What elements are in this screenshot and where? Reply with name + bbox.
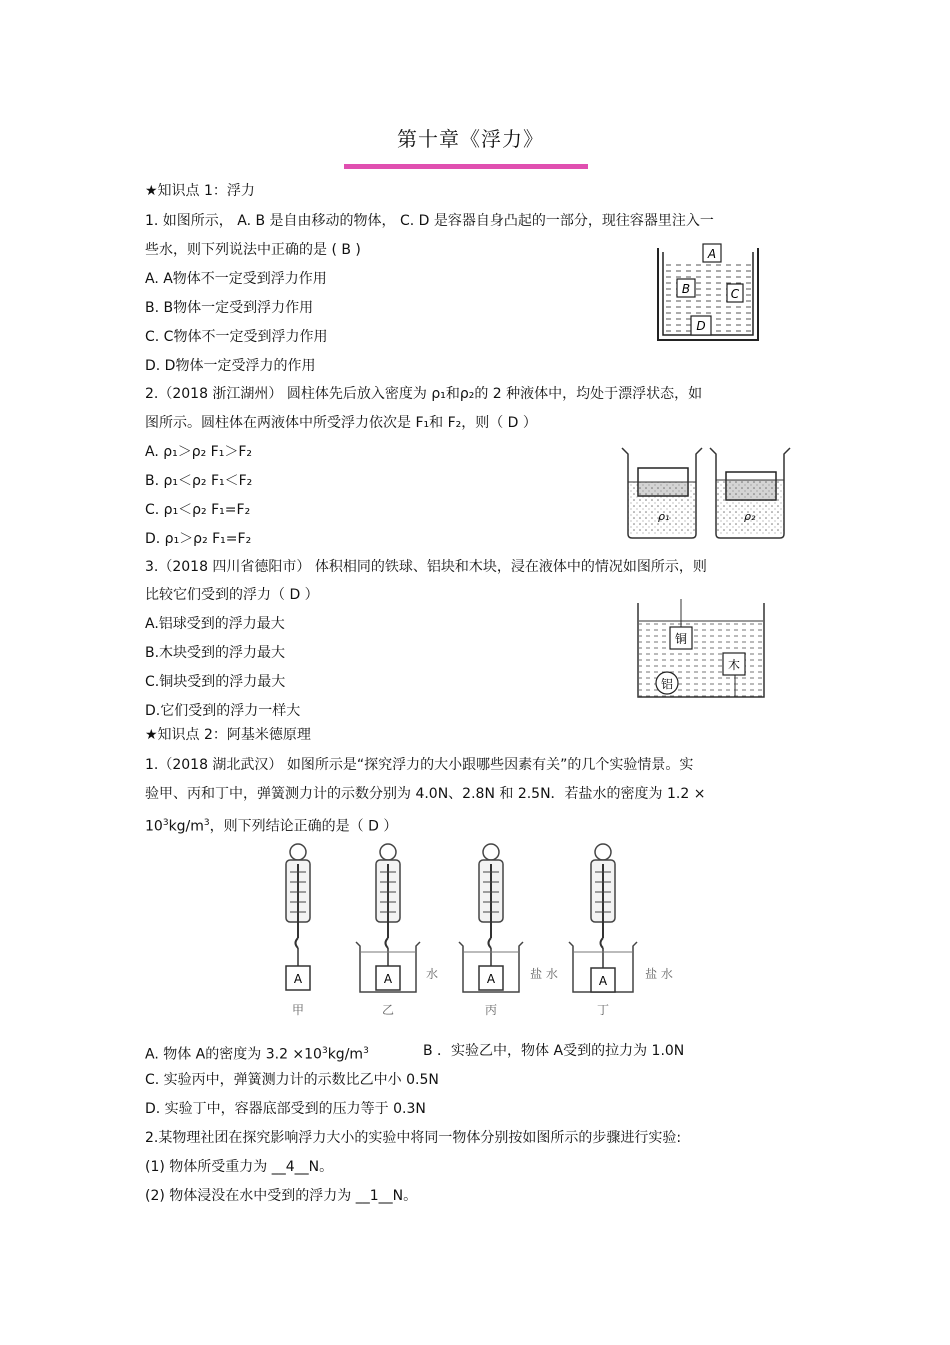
beaker-rho1 — [622, 448, 702, 538]
q2-option-d: D. ρ₁＞ρ₂ F₁=F₂ — [145, 531, 252, 547]
q3-option-a: A.铝球受到的浮力最大 — [145, 616, 285, 632]
s2q1-line3-exp2: 3 — [203, 818, 210, 828]
block-a-label-stage4: A — [598, 974, 608, 988]
block-a-label: A — [707, 247, 717, 261]
s2q2-sub1: (1) 物体所受重力为 __4__N。 — [145, 1159, 334, 1175]
aluminum-ball — [656, 672, 678, 694]
block-c-label: C — [730, 287, 740, 301]
q3-option-b: B.木块受到的浮力最大 — [145, 645, 286, 661]
s2q1-option-d: D. 实验丁中，容器底部受到的压力等于 0.3N — [145, 1101, 426, 1117]
block-a-label-stage2: A — [383, 972, 393, 986]
s2q1-line3-rest: ，则下列结论正确的是（ D ） — [209, 818, 398, 835]
q3-figure-container — [637, 597, 765, 699]
block-d — [691, 316, 711, 335]
s2q1-line1: 1.（2018 湖北武汉） 如图所示是“探究浮力的大小跟哪些因素有关”的几个实验情景。实 — [145, 757, 694, 773]
s2q1-line3 — [145, 814, 397, 836]
spring-scale-c — [459, 844, 558, 1017]
stage-label-ding: 丁 — [596, 1003, 610, 1017]
s2q1-option-a-exp2: 3 — [363, 1046, 369, 1056]
s2q1-line2: 验甲、丙和丁中，弹簧测力计的示数分别为 4.0N、2.8N 和 2.5N．若盐水的密度为 1.2 × — [145, 786, 706, 802]
q3-line2: 比较它们受到的浮力（ D ） — [145, 587, 319, 603]
q1-figure-container — [655, 238, 765, 343]
copper-label: 铜 — [674, 632, 688, 646]
section-1-heading: ★知识点 1：浮力 — [145, 183, 255, 199]
block-d-label: D — [696, 319, 706, 333]
block-b — [677, 279, 695, 297]
title-underline — [344, 164, 588, 169]
q1-option-c: C. C物体不一定受到浮力作用 — [145, 329, 328, 345]
s2q2-line1: 2.某物理社团在探究影响浮力大小的实验中将同一物体分别按如图所示的步骤进行实验: — [145, 1130, 682, 1146]
stage-label-bing: 丙 — [484, 1003, 498, 1017]
s2q1-line3-exp: 3 — [162, 818, 169, 828]
liquid-label-brine-1: 盐 水 — [530, 967, 558, 981]
aluminum-label: 铝 — [660, 677, 674, 691]
page-title: 第十章《浮力》 — [397, 127, 544, 151]
spring-scale-d — [569, 844, 673, 1017]
s2q1-option-a-text: A. 物体 A的密度为 3.2 ×10 — [145, 1046, 322, 1063]
s2q1-option-c: C. 实验丙中，弹簧测力计的示数比乙中小 0.5N — [145, 1072, 439, 1088]
s2q1-option-a-unit: kg/m — [327, 1046, 364, 1063]
block-a — [703, 244, 721, 262]
spring-scale-a — [286, 844, 310, 1017]
s2q1-line3-base: 10 — [145, 818, 163, 835]
block-a-label-stage1: A — [293, 972, 303, 986]
q1-option-d: D. D物体一定受浮力的作用 — [145, 358, 316, 374]
q1-line1: 1. 如图所示， A. B 是自由移动的物体， C. D 是容器自身凸起的一部分，现往容器里注入一 — [145, 213, 714, 229]
q3-option-d: D.它们受到的浮力一样大 — [145, 703, 301, 719]
block-b-label: B — [681, 282, 691, 296]
liquid-label-water: 水 — [425, 967, 439, 981]
s2q1-figure-experiment — [268, 842, 698, 1022]
rho2-label: ρ₂ — [744, 510, 756, 523]
q3-line1: 3.（2018 四川省德阳市） 体积相同的铁球、铝块和木块，浸在液体中的情况如图所示，则 — [145, 559, 707, 575]
s2q1-line3-unit: kg/m — [168, 818, 204, 835]
s2q1-option-a — [145, 1042, 369, 1064]
rho1-label: ρ₁ — [658, 510, 670, 523]
q1-option-a: A. A物体不一定受到浮力作用 — [145, 271, 327, 287]
q2-figure-beakers — [620, 444, 790, 540]
copper-block — [670, 627, 692, 649]
beaker-rho2 — [710, 448, 790, 538]
q3-option-c: C.铜块受到的浮力最大 — [145, 674, 286, 690]
liquid-label-brine-2: 盐 水 — [645, 967, 673, 981]
q1-option-b: B. B物体一定受到浮力作用 — [145, 300, 314, 316]
q2-option-a: A. ρ₁＞ρ₂ F₁＞F₂ — [145, 444, 253, 460]
q2-option-c: C. ρ₁＜ρ₂ F₁=F₂ — [145, 502, 251, 518]
q2-line1: 2.（2018 浙江湖州） 圆柱体先后放入密度为 ρ₁和ρ₂的 2 种液体中，均处于漂浮状态，如 — [145, 386, 703, 402]
s2q2-sub2: (2) 物体浸没在水中受到的浮力为 __1__N。 — [145, 1188, 418, 1204]
q2-option-b: B. ρ₁＜ρ₂ F₁＜F₂ — [145, 473, 253, 489]
wood-label: 木 — [727, 658, 741, 672]
s2q1-option-a-exp: 3 — [321, 1046, 328, 1056]
block-c — [727, 284, 743, 302]
q2-line2: 图所示。圆柱体在两液体中所受浮力依次是 F₁和 F₂，则（ D ） — [145, 415, 537, 431]
q1-line2: 些水，则下列说法中正确的是 ( B ) — [145, 242, 361, 258]
block-a-label-stage3: A — [486, 972, 496, 986]
stage-label-jia: 甲 — [291, 1003, 305, 1017]
s2q1-option-b: B ．实验乙中，物体 A受到的拉力为 1.0N — [423, 1043, 685, 1059]
spring-scale-b — [356, 844, 438, 1017]
wood-block — [723, 653, 745, 675]
section-2-heading: ★知识点 2：阿基米德原理 — [145, 727, 311, 743]
stage-label-yi: 乙 — [381, 1003, 395, 1017]
